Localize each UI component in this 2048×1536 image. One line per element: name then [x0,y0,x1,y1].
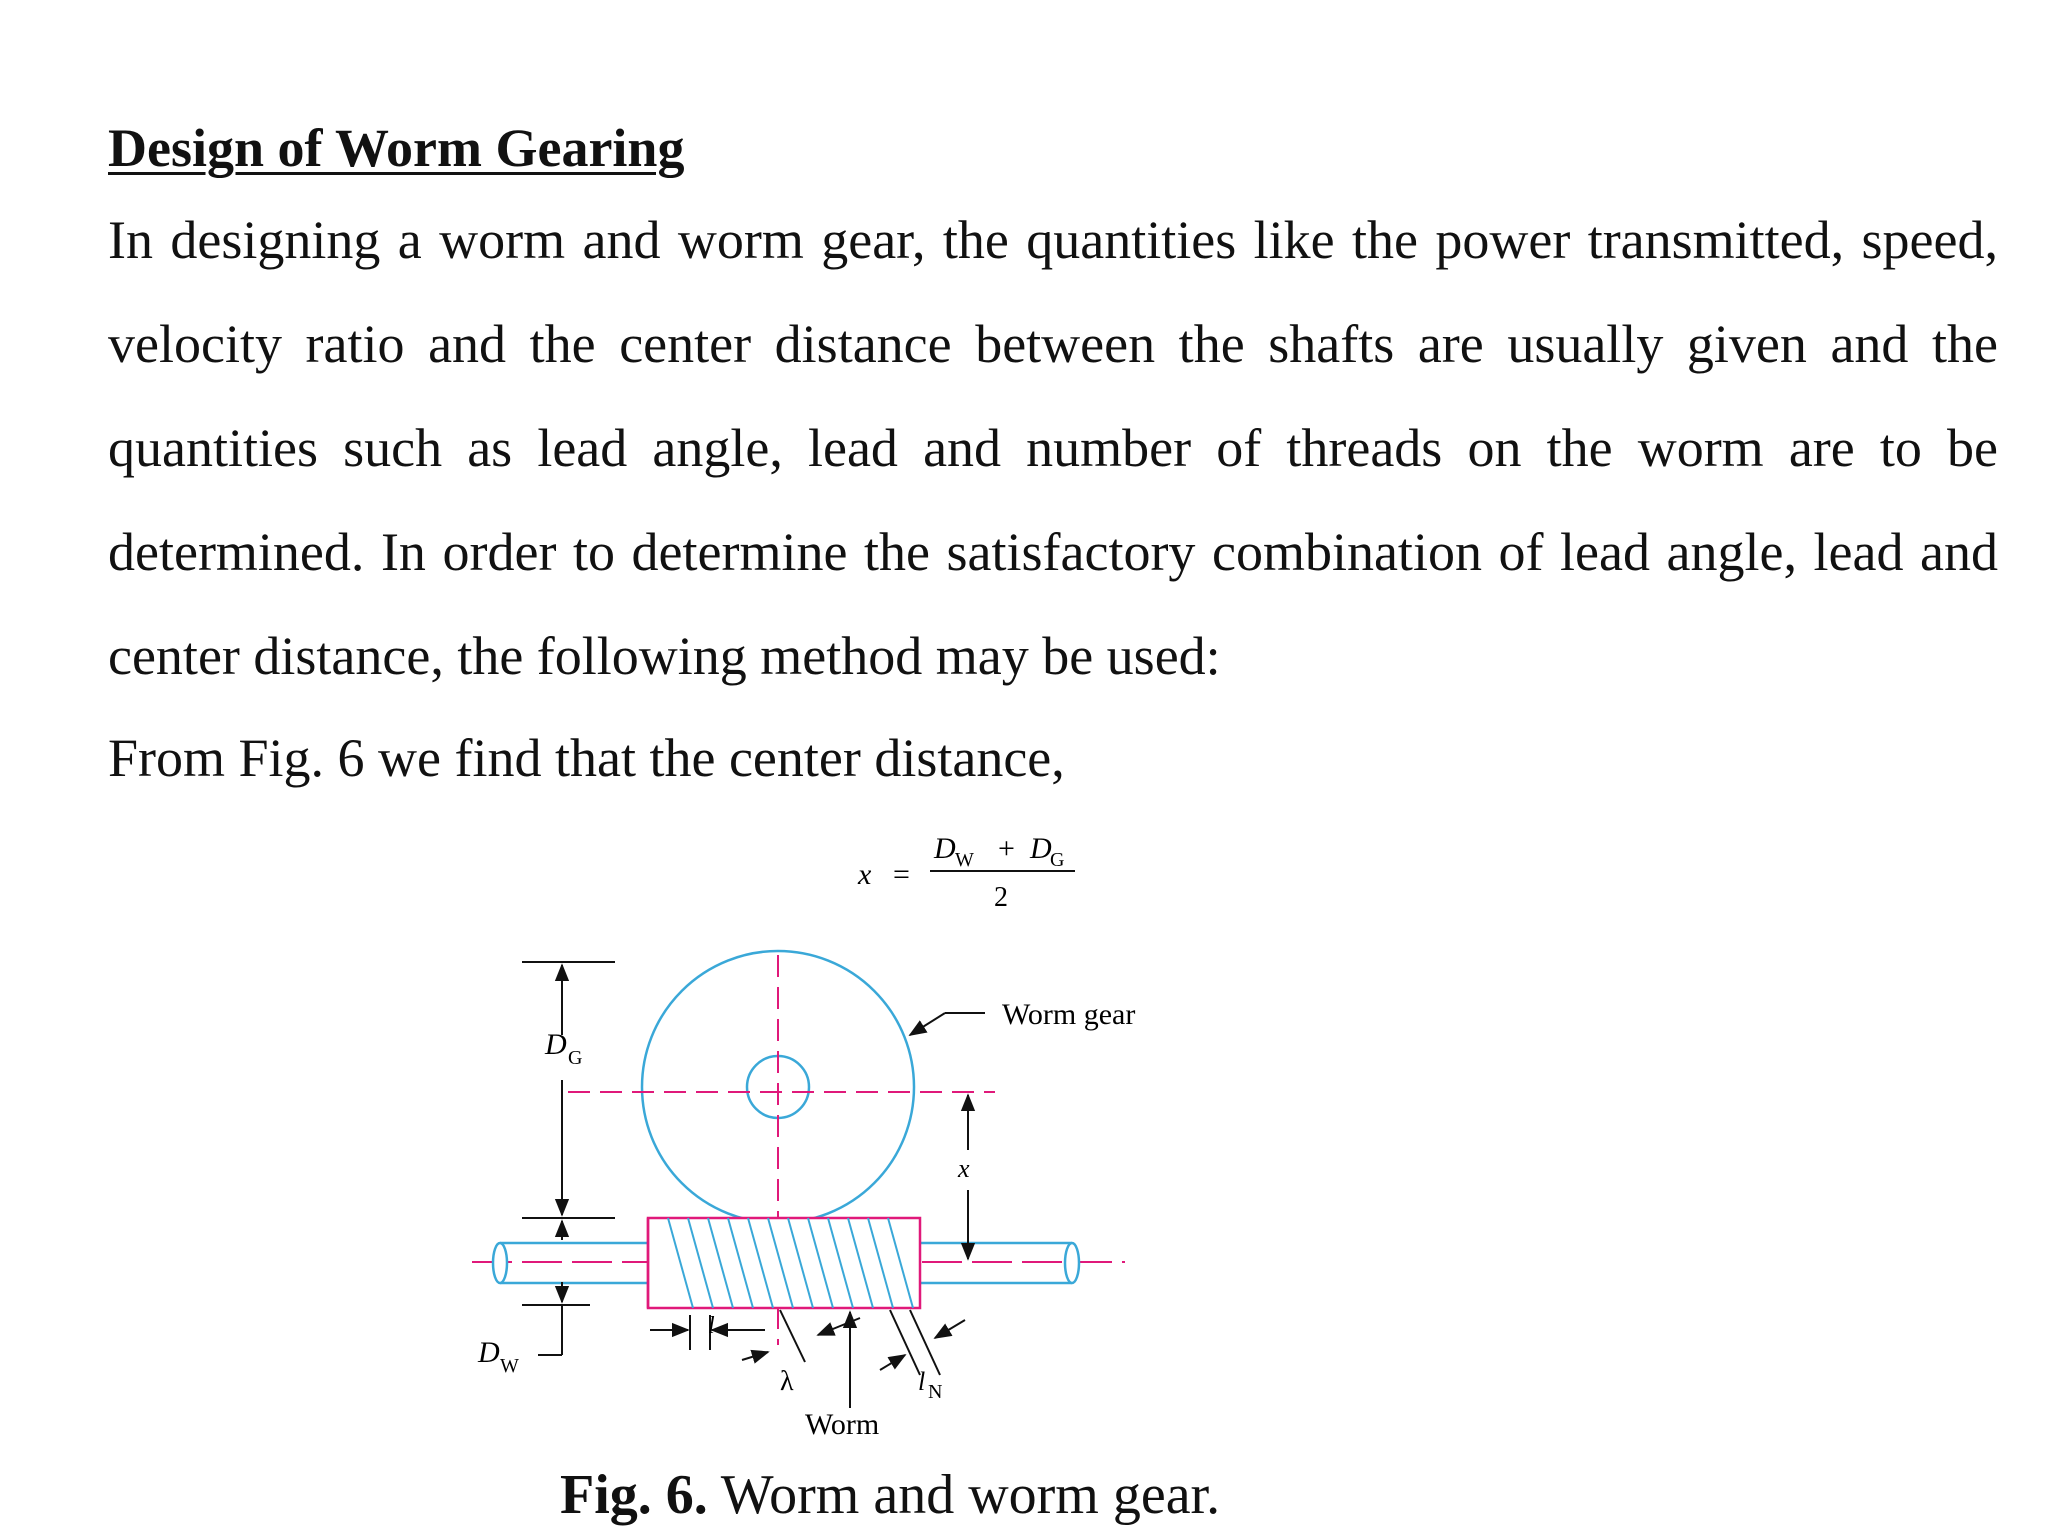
normal-lead-sub: N [928,1381,943,1403]
x-label: x [958,1154,970,1183]
lead-label: l [708,1313,715,1339]
worm-gear-label: Worm gear [1002,998,1136,1031]
dw-label-sub: W [500,1355,519,1377]
dg-dimension [522,962,615,1218]
worm-label: Worm [805,1408,880,1441]
dg-label: D [545,1028,567,1061]
normal-lead-label: l [918,1367,926,1396]
center-distance-paragraph: From Fig. 6 we find that the center distance, [108,728,1065,788]
equation-dg: D [1030,832,1052,865]
center-distance-equation [857,832,1075,913]
equation-dg-sub: G [1050,849,1065,871]
equation-denominator: 2 [994,882,1008,913]
lead-angle-indicator [742,1310,860,1397]
x-dimension [957,1095,970,1259]
equation-equals: = [893,858,910,891]
page-title: Design of Worm Gearing [108,118,685,178]
lead-angle-label: λ [780,1366,794,1397]
equation-dw-sub: W [955,849,974,871]
equation-lhs: x [858,858,872,891]
worm-body [648,1218,920,1308]
normal-lead-dimension [880,1310,965,1403]
figure-caption-text: Worm and worm gear. [707,1464,1221,1526]
dw-dimension [477,1221,590,1377]
figure-caption [560,1460,1220,1530]
worm-gear-callout [910,998,1135,1035]
dw-label: D [478,1336,500,1369]
intro-paragraph: In designing a worm and worm gear, the quantities like the power transmitted, speed, velocity ratio and the center distance between the shafts are usually given and the quantities such as lead angle, lead and number of threads on the worm are to be determined. In order to determine the satisfactory combination of lead angle, lead and center distance, the following method may be used: [108,210,1998,686]
equation-dw: D [934,832,956,865]
worm-callout [805,1312,879,1441]
lead-dimension [650,1313,765,1350]
dg-label-sub: G [568,1047,583,1069]
figure-caption-number: Fig. 6. [560,1464,708,1526]
equation-plus: + [998,832,1015,865]
